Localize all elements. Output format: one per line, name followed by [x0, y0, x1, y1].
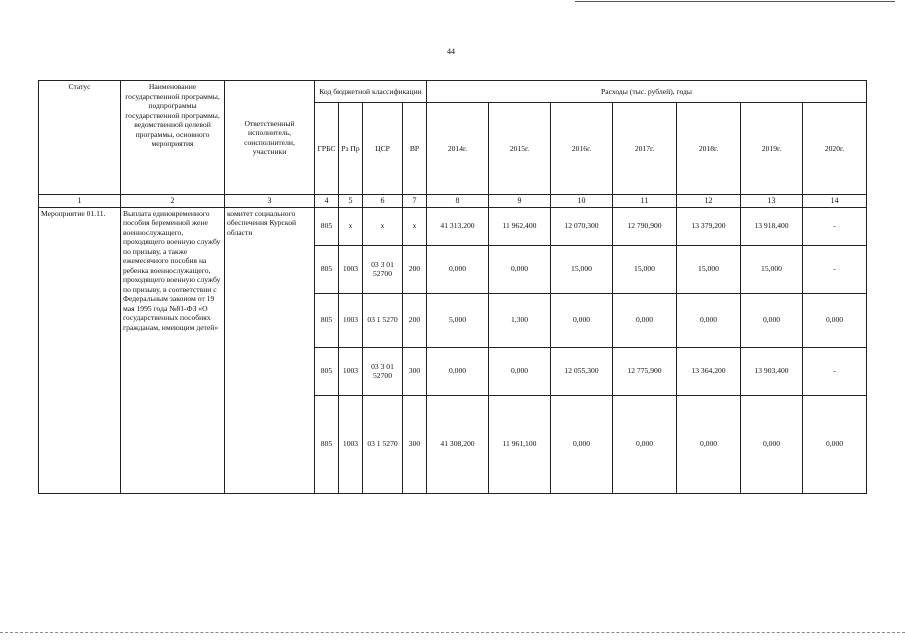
cell-2017: 12 775,900	[613, 347, 677, 395]
column-number: 8	[427, 195, 489, 208]
budget-table	[38, 80, 867, 494]
column-number: 5	[339, 195, 363, 208]
cell-2015: 11 962,400	[489, 207, 551, 245]
header-name: Наименование государственной программы, подпрограммы государственной программы, ведомственной целевой программы, основного мероприятия	[121, 81, 225, 195]
header-year: 2016г.	[551, 103, 613, 195]
column-number: 6	[363, 195, 403, 208]
cell-rzpr: х	[339, 207, 363, 245]
cell-2017: 0,000	[613, 293, 677, 347]
cell-2020: -	[803, 347, 867, 395]
header-rzpr: Рз Пр	[339, 103, 363, 195]
cell-2019: 13 903,400	[741, 347, 803, 395]
header-status: Статус	[39, 81, 121, 195]
cell-2017: 12 790,900	[613, 207, 677, 245]
cell-rzpr: 1003	[339, 293, 363, 347]
cell-2014: 5,000	[427, 293, 489, 347]
bottom-rule	[0, 632, 905, 633]
column-number: 14	[803, 195, 867, 208]
column-number: 12	[677, 195, 741, 208]
cell-2015: 0,000	[489, 245, 551, 293]
cell-2014: 0,000	[427, 347, 489, 395]
cell-csr: 03 1 5270	[363, 293, 403, 347]
cell-2014: 41 308,200	[427, 395, 489, 493]
cell-2020: -	[803, 245, 867, 293]
cell-csr: 03 3 01 52700	[363, 245, 403, 293]
cell-2015: 1,300	[489, 293, 551, 347]
page-number: 44	[447, 47, 455, 56]
column-number: 11	[613, 195, 677, 208]
header-year: 2018г.	[677, 103, 741, 195]
header-executor: Ответственный исполнитель, соисполнители, участники	[225, 81, 315, 195]
column-number: 1	[39, 195, 121, 208]
cell-2018: 0,000	[677, 395, 741, 493]
column-number: 2	[121, 195, 225, 208]
column-number: 7	[403, 195, 427, 208]
cell-grbs: 805	[315, 207, 339, 245]
column-number: 13	[741, 195, 803, 208]
cell-2014: 41 313,200	[427, 207, 489, 245]
cell-csr: 03 1 5270	[363, 395, 403, 493]
header-budget-code: Код бюджетной классификации	[315, 81, 427, 103]
cell-2015: 11 961,100	[489, 395, 551, 493]
header-year: 2019г.	[741, 103, 803, 195]
cell-csr: х	[363, 207, 403, 245]
cell-vr: 300	[403, 395, 427, 493]
cell-2018: 13 364,200	[677, 347, 741, 395]
cell-rzpr: 1003	[339, 245, 363, 293]
cell-2016: 15,000	[551, 245, 613, 293]
cell-2018: 15,000	[677, 245, 741, 293]
cell-vr: 200	[403, 293, 427, 347]
cell-vr: 300	[403, 347, 427, 395]
header-vr: ВР	[403, 103, 427, 195]
column-number: 3	[225, 195, 315, 208]
header-year: 2017г.	[613, 103, 677, 195]
cell-vr: х	[403, 207, 427, 245]
cell-grbs: 805	[315, 395, 339, 493]
table-row	[39, 207, 867, 245]
cell-vr: 200	[403, 245, 427, 293]
cell-2016: 0,000	[551, 395, 613, 493]
header-expenses: Расходы (тыс. рублей), годы	[427, 81, 867, 103]
cell-2016: 12 055,300	[551, 347, 613, 395]
header-csr: ЦСР	[363, 103, 403, 195]
cell-2017: 15,000	[613, 245, 677, 293]
cell-2016: 0,000	[551, 293, 613, 347]
measure-status: Мероприятие 01.11.	[39, 207, 121, 493]
header-grbs: ГРБС	[315, 103, 339, 195]
cell-2014: 0,000	[427, 245, 489, 293]
cell-2018: 13 379,200	[677, 207, 741, 245]
header-year: 2015г.	[489, 103, 551, 195]
cell-grbs: 805	[315, 245, 339, 293]
cell-2020: 0,000	[803, 395, 867, 493]
measure-executor: комитет социального обеспечения Курской области	[225, 207, 315, 493]
column-number: 4	[315, 195, 339, 208]
cell-grbs: 805	[315, 347, 339, 395]
cell-2019: 0,000	[741, 395, 803, 493]
header-year: 2014г.	[427, 103, 489, 195]
cell-2017: 0,000	[613, 395, 677, 493]
header-year: 2020г.	[803, 103, 867, 195]
cell-2019: 0,000	[741, 293, 803, 347]
cell-2019: 13 918,400	[741, 207, 803, 245]
top-rule	[575, 1, 895, 2]
cell-2015: 0,000	[489, 347, 551, 395]
cell-csr: 03 3 01 52700	[363, 347, 403, 395]
cell-rzpr: 1003	[339, 395, 363, 493]
cell-2020: 0,000	[803, 293, 867, 347]
measure-name: Выплата единовременного пособия беременной жене военнослужащего, проходящего военную службу по призыву, а также ежемесячного пособия на ребенка военнослужащего, проходящего военную службу по призыву, в соответствии с Федеральным законом от 19 мая 1995 года №81-ФЗ «О государственных пособиях гражданам, имеющим детей»	[121, 207, 225, 493]
cell-2018: 0,000	[677, 293, 741, 347]
cell-2019: 15,000	[741, 245, 803, 293]
cell-grbs: 805	[315, 293, 339, 347]
cell-rzpr: 1003	[339, 347, 363, 395]
column-number: 10	[551, 195, 613, 208]
cell-2020: -	[803, 207, 867, 245]
cell-2016: 12 070,300	[551, 207, 613, 245]
column-number: 9	[489, 195, 551, 208]
